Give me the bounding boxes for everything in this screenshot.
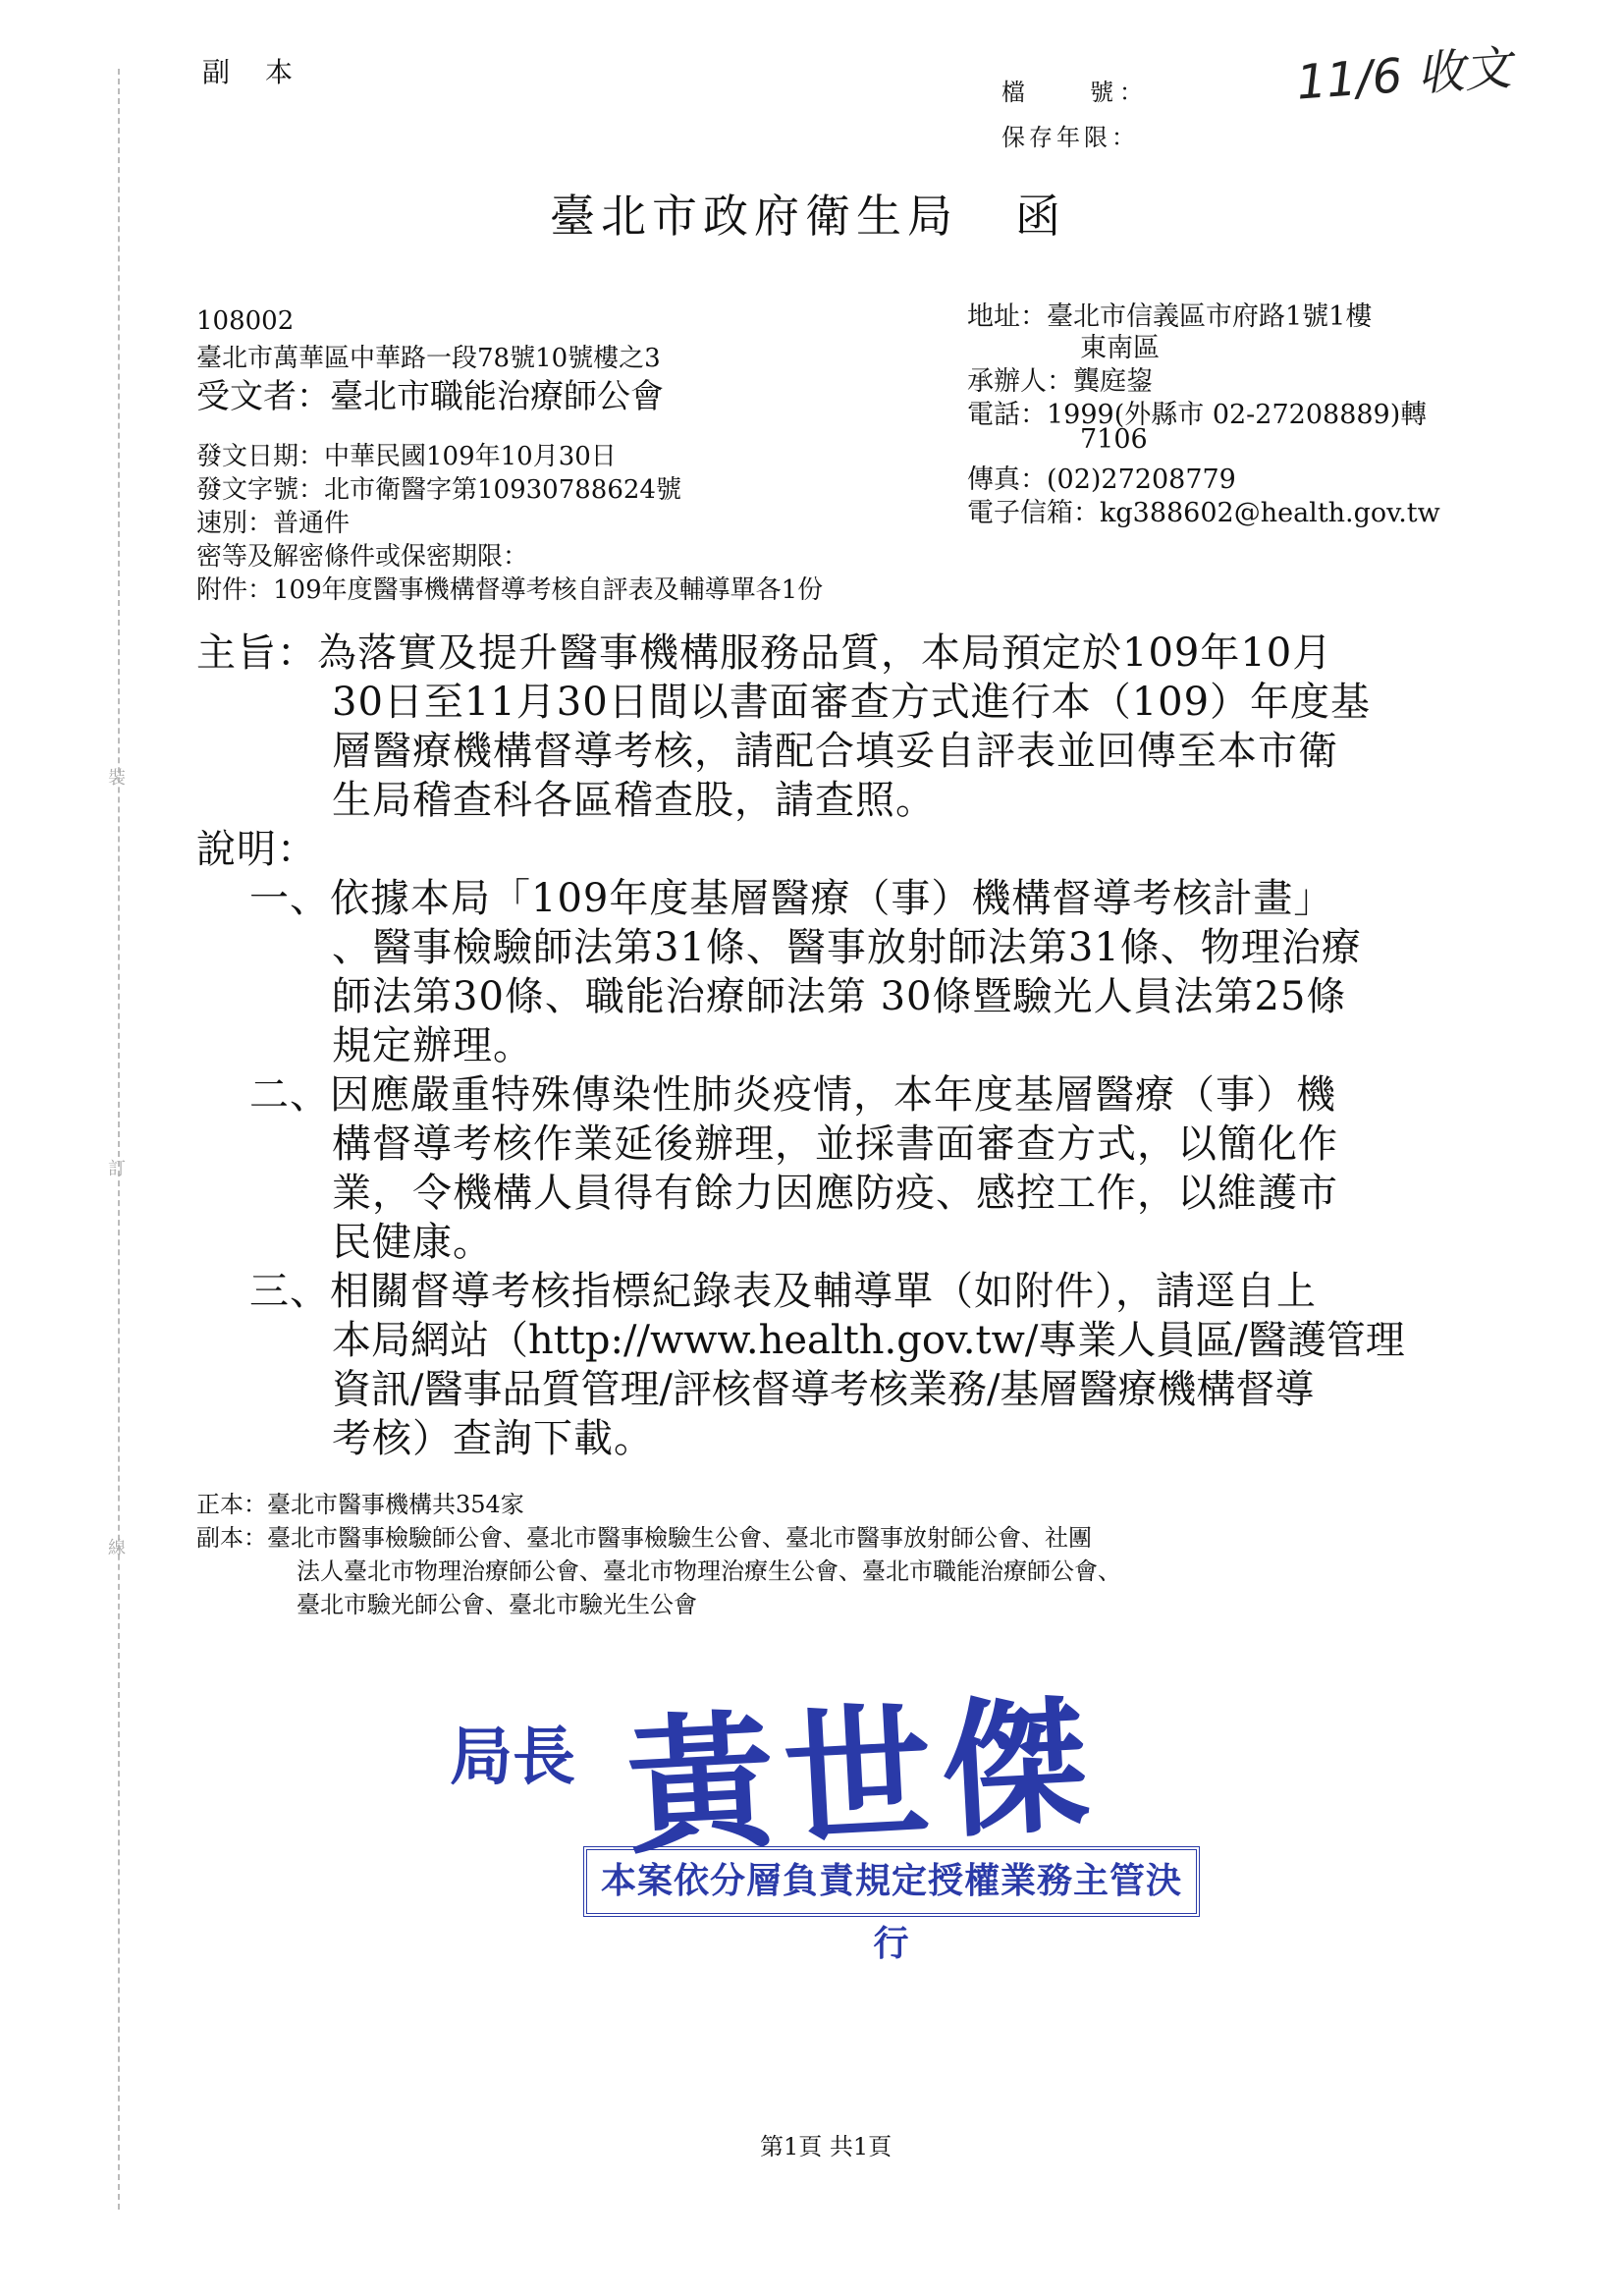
fax: 傳真：(02)27208779 xyxy=(967,465,1236,495)
signature-title: 局長 xyxy=(450,1721,575,1794)
issue-date: 發文日期：中華民國109年10月30日 xyxy=(196,442,617,471)
explanation-item-2: 業，令機構人員得有餘力因應防疫、感控工作，以維護市 xyxy=(332,1171,1338,1216)
delegation-stamp: 本案依分層負責規定授權業務主管決行 xyxy=(583,1846,1200,1917)
handler: 承辦人：龔庭鋆 xyxy=(967,366,1153,397)
copy-recipients: 臺北市驗光師公會、臺北市驗光生公會 xyxy=(297,1591,697,1618)
copy-recipients: 副本：臺北市醫事檢驗師公會、臺北市醫事檢驗生公會、臺北市醫事放射師公會、社團 xyxy=(196,1524,1092,1552)
explanation-item-1: 規定辦理。 xyxy=(332,1023,533,1068)
explanation-item-2: 二、因應嚴重特殊傳染性肺炎疫情，本年度基層醫療（事）機 xyxy=(249,1072,1336,1118)
secrecy-level: 密等及解密條件或保密期限： xyxy=(196,542,529,572)
explanation-item-1: 師法第30條、職能治療師法第 30條暨驗光人員法第25條 xyxy=(332,974,1347,1019)
document-type: 函 xyxy=(1015,190,1066,243)
subject-line: 生局稽查科各區稽查股，請查照。 xyxy=(332,778,936,823)
binding-mark-ding: 訂 xyxy=(108,1159,126,1179)
copy-mark: 副本 xyxy=(202,56,329,88)
phone-extension: 7106 xyxy=(1080,424,1148,455)
explanation-item-3: 本局網站（http://www.health.gov.tw/專業人員區/醫護管理 xyxy=(332,1318,1405,1363)
file-number-label: 檔 號： xyxy=(1001,79,1149,106)
postal-code: 108002 xyxy=(196,306,295,336)
delivery-speed: 速別：普通件 xyxy=(196,509,351,538)
binding-mark-xian: 線 xyxy=(108,1538,126,1558)
document-title xyxy=(550,181,1066,246)
phone: 電話：1999(外縣市 02-27208889)轉 xyxy=(967,400,1428,430)
retention-period-label: 保存年限： xyxy=(1001,124,1139,151)
subject-line: 主旨：為落實及提升醫事機構服務品質，本局預定於109年10月 xyxy=(196,630,1333,676)
binding-mark-zhuang: 裝 xyxy=(108,768,126,789)
agency-name: 臺北市政府衛生局 xyxy=(550,190,958,243)
agency-address: 地址：臺北市信義區市府路1號1樓 xyxy=(967,301,1373,332)
original-recipients: 正本：臺北市醫事機構共354家 xyxy=(196,1491,524,1518)
explanation-item-2: 民健康。 xyxy=(332,1220,493,1265)
explanation-item-1: 一、依據本局「109年度基層醫療（事）機構督導考核計畫」 xyxy=(249,876,1334,921)
email: 電子信箱：kg388602@health.gov.tw xyxy=(967,498,1440,528)
copy-recipients: 法人臺北市物理治療師公會、臺北市物理治療生公會、臺北市職能治療師公會、 xyxy=(297,1558,1121,1585)
explanation-item-1: 、醫事檢驗師法第31條、醫事放射師法第31條、物理治療 xyxy=(332,925,1362,970)
explanation-item-3: 考核）查詢下載。 xyxy=(332,1416,654,1461)
recipient: 受文者：臺北市職能治療師公會 xyxy=(196,377,664,416)
subject-line: 30日至11月30日間以書面審查方式進行本（109）年度基 xyxy=(332,680,1372,725)
explanation-item-3: 資訊/醫事品質管理/評核督導考核業務/基層醫療機構督導 xyxy=(332,1367,1315,1412)
explanation-item-3: 三、相關督導考核指標紀錄表及輔導單（如附件），請逕自上 xyxy=(249,1269,1317,1314)
document-number: 發文字號：北市衛醫字第10930788624號 xyxy=(196,475,681,505)
agency-address-cont: 東南區 xyxy=(1080,333,1160,363)
subject-line: 層醫療機構督導考核，請配合填妥自評表並回傳至本市衛 xyxy=(332,729,1338,774)
attachment: 附件：109年度醫事機構督導考核自評表及輔導單各1份 xyxy=(196,575,824,605)
binding-line xyxy=(118,69,120,2210)
handwritten-receipt-note: 11/6 收文 xyxy=(1294,40,1514,111)
explanation-label: 說明： xyxy=(196,827,317,872)
signature-name: 黃世傑 xyxy=(622,1679,1103,1876)
page-number: 第1頁 共1頁 xyxy=(760,2133,893,2160)
explanation-item-2: 構督導考核作業延後辦理，並採書面審查方式，以簡化作 xyxy=(332,1121,1338,1167)
recipient-address: 臺北市萬華區中華路一段78號10號樓之3 xyxy=(196,344,661,373)
